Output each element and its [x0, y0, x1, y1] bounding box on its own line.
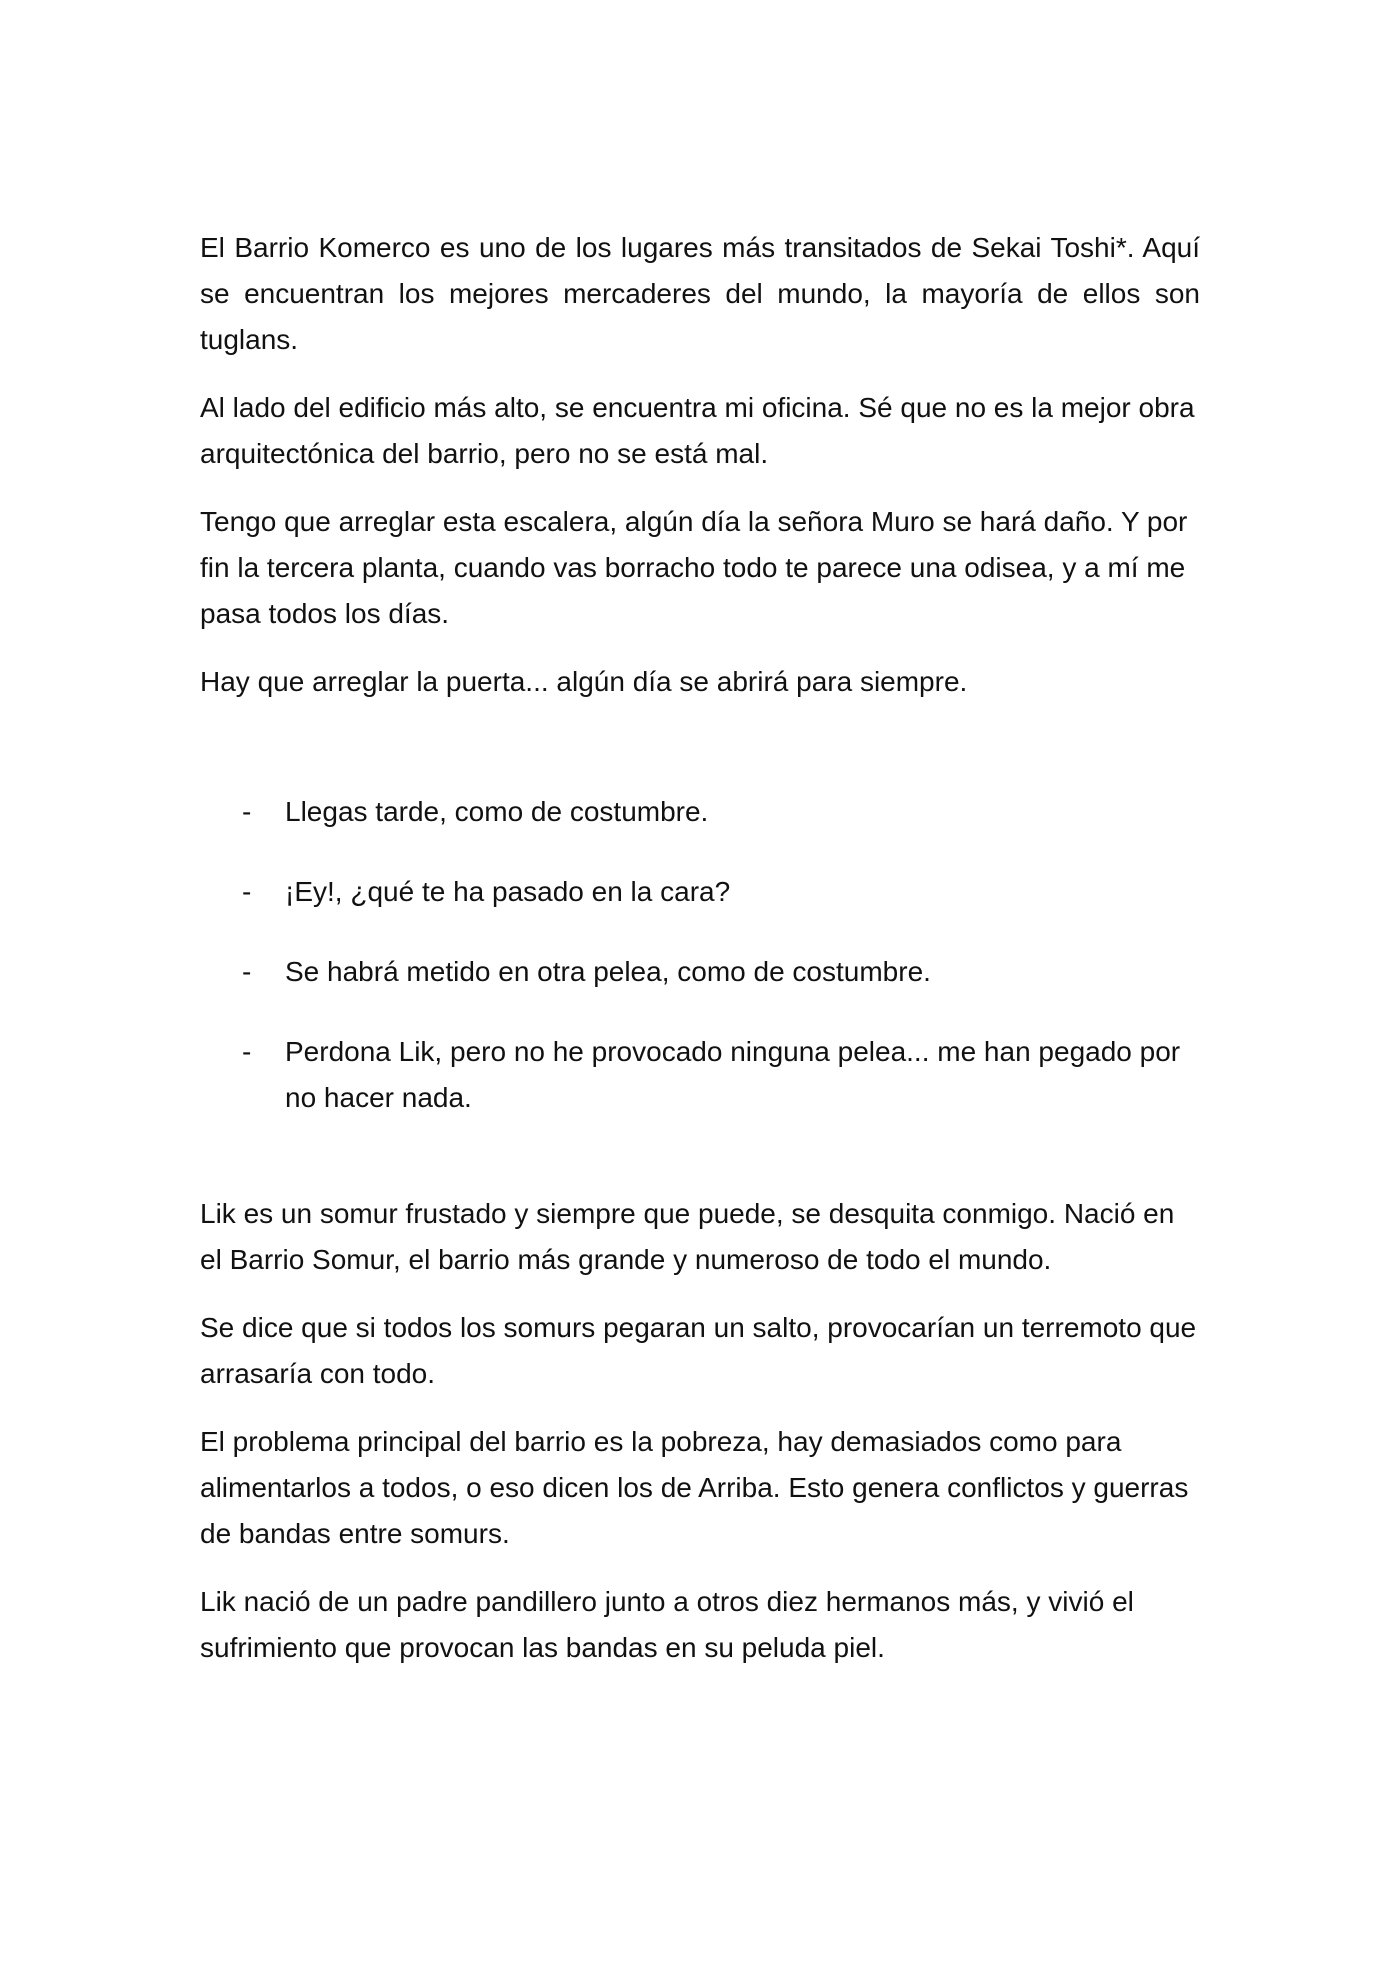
paragraph-terremoto: Se dice que si todos los somurs pegaran un salto, provocarían un terremoto que arrasaría con todo. — [200, 1312, 1197, 1389]
dialogue-list — [200, 789, 1200, 1121]
dialogue-text: Perdona Lik, pero no he provocado ninguna pelea... me han pegado por no hacer nada. — [285, 1036, 1181, 1113]
paragraph-lik-origen: Lik nació de un padre pandillero junto a otros diez hermanos más, y vivió el sufrimiento que provocan las bandas en su peluda piel. — [200, 1586, 1134, 1663]
dialogue-dash: - — [242, 796, 252, 827]
dialogue-text: Se habrá metido en otra pelea, como de costumbre. — [285, 956, 931, 987]
dialogue-dash: - — [242, 1036, 252, 1067]
paragraph-lik-somur: Lik es un somur frustado y siempre que puede, se desquita conmigo. Nació en el Barrio Somur, el barrio más grande y numeroso de todo el mundo. — [200, 1198, 1175, 1275]
dialogue-text: Llegas tarde, como de costumbre. — [285, 796, 709, 827]
dialogue-line — [200, 949, 1200, 995]
dialogue-line — [200, 1029, 1200, 1121]
paragraph-puerta: Hay que arreglar la puerta... algún día se abrirá para siempre. — [200, 666, 968, 697]
paragraph-escalera: Tengo que arreglar esta escalera, algún día la señora Muro se hará daño. Y por fin la tercera planta, cuando vas borracho todo te parece una odisea, y a mí me pasa todos los días. — [200, 506, 1188, 629]
spacer — [200, 727, 1200, 789]
paragraph-barrio-komerco: El Barrio Komerco es uno de los lugares más transitados de Sekai Toshi*. Aquí se encuentran los mejores mercaderes del mundo, la mayoría de ellos son tuglans. — [200, 232, 1200, 355]
paragraph-pobreza: El problema principal del barrio es la pobreza, hay demasiados como para alimentarlos a todos, o eso dicen los de Arriba. Esto genera conflictos y guerras de bandas entre somurs. — [200, 1426, 1189, 1549]
dialogue-line — [200, 789, 1200, 835]
paragraph-oficina: Al lado del edificio más alto, se encuentra mi oficina. Sé que no es la mejor obra arquitectónica del barrio, pero no se está mal. — [200, 392, 1195, 469]
dialogue-dash: - — [242, 956, 252, 987]
dialogue-dash: - — [242, 876, 252, 907]
dialogue-line — [200, 869, 1200, 915]
dialogue-text: ¡Ey!, ¿qué te ha pasado en la cara? — [285, 876, 731, 907]
document-body — [200, 225, 1200, 1693]
spacer — [200, 1155, 1200, 1191]
